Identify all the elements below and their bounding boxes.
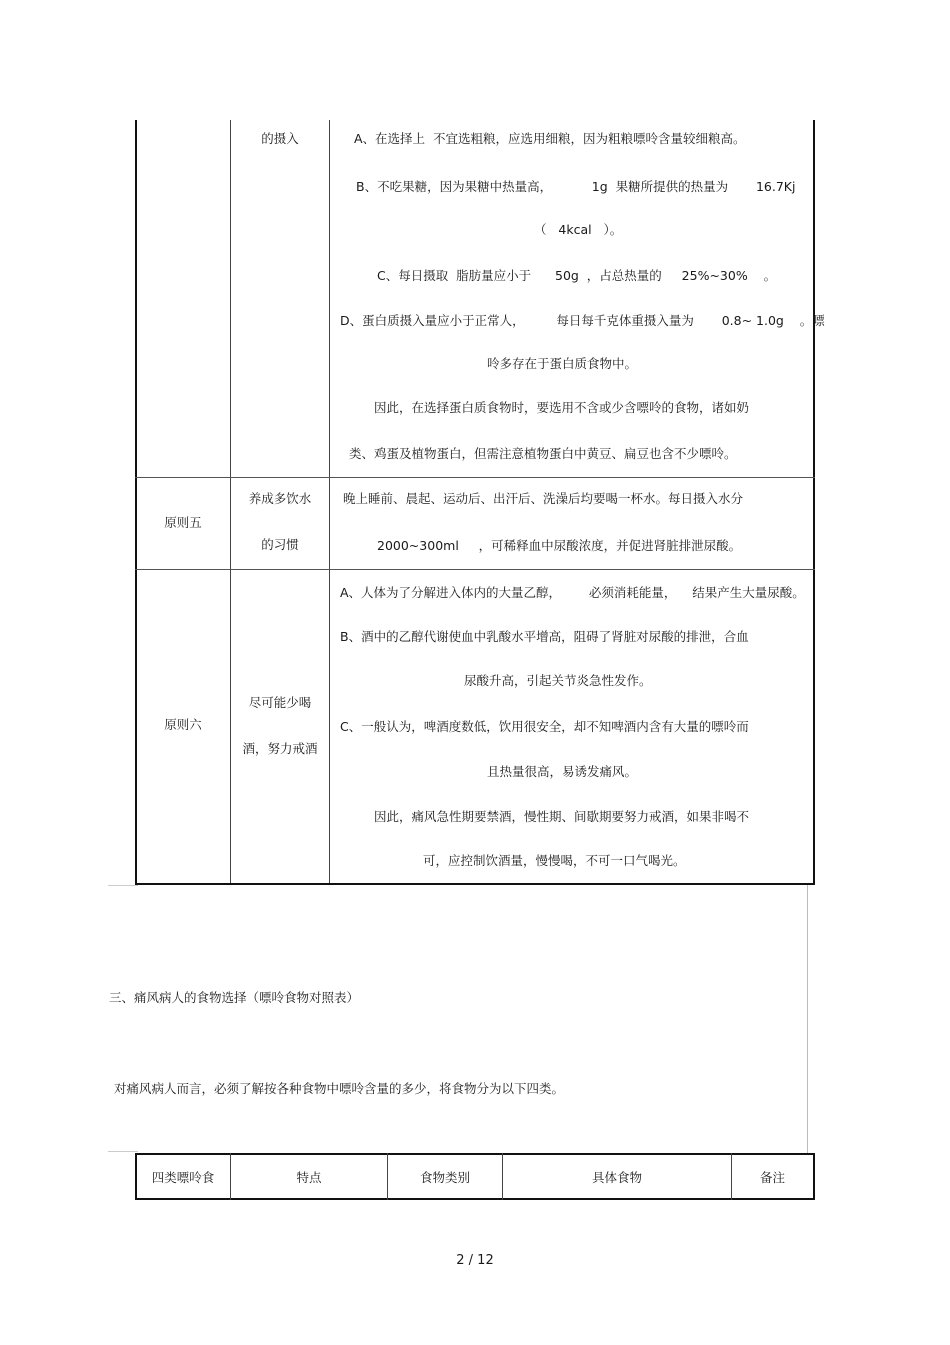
page-frame-line xyxy=(108,885,138,886)
table-divider xyxy=(230,1153,231,1200)
principle-title: 的习惯 xyxy=(261,537,299,552)
table-divider xyxy=(731,1153,732,1200)
table-divider xyxy=(329,120,330,885)
table-border-bottom xyxy=(135,883,815,885)
column-header: 备注 xyxy=(759,1170,785,1185)
table-border-right xyxy=(813,1153,815,1200)
page-frame-line xyxy=(807,885,808,1153)
content-line: 类、鸡蛋及植物蛋白，但需注意植物蛋白中黄豆、扁豆也含不少嘌呤。 xyxy=(349,446,737,461)
content-line: A、人体为了分解进入体内的大量乙醇， 必须消耗能量， 结果产生大量尿酸。 xyxy=(340,585,805,600)
intro-paragraph: 对痛风病人而言，必须了解按各种食物中嘌呤含量的多少，将食物分为以下四类。 xyxy=(114,1081,565,1096)
column-header: 四类嘌呤食 xyxy=(151,1170,215,1185)
row-divider xyxy=(135,569,815,570)
content-line: 尿酸升高，引起关节炎急性发作。 xyxy=(464,673,652,688)
content-line: 2000~300ml ，可稀释血中尿酸浓度，并促进肾脏排泄尿酸。 xyxy=(377,538,742,553)
content-line: C、每日摄取 脂肪量应小于 50g ，占总热量的 25%~30% 。 xyxy=(377,268,777,283)
column-header: 具体食物 xyxy=(591,1170,642,1185)
content-line: （ 4kcal ）。 xyxy=(534,222,623,237)
table-border-bottom xyxy=(135,1198,815,1200)
content-line: D、蛋白质摄入量应小于正常人， 每日每千克体重摄入量为 0.8~ 1.0g 。嘌 xyxy=(340,313,825,328)
content-line: C、一般认为，啤酒度数低，饮用很安全，却不知啤酒内含有大量的嘌呤而 xyxy=(340,719,749,734)
principle-title: 酒，努力戒酒 xyxy=(242,741,318,756)
table-divider xyxy=(387,1153,388,1200)
table-divider xyxy=(230,120,231,885)
section-heading: 三、痛风病人的食物选择（嘌呤食物对照表） xyxy=(109,990,360,1005)
content-line: 呤多存在于蛋白质食物中。 xyxy=(487,356,638,371)
table-divider xyxy=(502,1153,503,1200)
column-header: 特点 xyxy=(296,1170,322,1185)
content-line: B、酒中的乙醇代谢使血中乳酸水平增高，阻碍了肾脏对尿酸的排泄，合血 xyxy=(340,629,749,644)
principle-name: 原则五 xyxy=(164,515,202,530)
principle-title: 尽可能少喝 xyxy=(248,695,312,710)
table-border-right xyxy=(813,120,815,885)
page-frame-line xyxy=(108,1151,138,1152)
content-line: 晚上睡前、晨起、运动后、出汗后、洗澡后均要喝一杯水。每日摄入水分 xyxy=(343,491,744,506)
content-line: A、在选择上 不宜选粗粮，应选用细粮，因为粗粮嘌呤含量较细粮高。 xyxy=(354,131,746,146)
principle-name: 原则六 xyxy=(164,717,202,732)
row-divider xyxy=(135,477,815,478)
page-number: 2 / 12 xyxy=(456,1253,494,1268)
principle-title: 的摄入 xyxy=(261,131,299,146)
content-line: B、不吃果糖，因为果糖中热量高， 1g 果糖所提供的热量为 16.7Kj xyxy=(356,179,796,194)
column-header: 食物类别 xyxy=(419,1170,470,1185)
content-line: 可，应控制饮酒量，慢慢喝，不可一口气喝光。 xyxy=(423,853,686,868)
table-border-left xyxy=(135,120,137,885)
content-line: 因此，痛风急性期要禁酒，慢性期、间歇期要努力戒酒，如果非喝不 xyxy=(374,809,750,824)
content-line: 且热量很高，易诱发痛风。 xyxy=(487,764,638,779)
principle-title: 养成多饮水 xyxy=(248,491,312,506)
table-border-top xyxy=(135,1153,815,1155)
content-line: 因此，在选择蛋白质食物时，要选用不含或少含嘌呤的食物，诸如奶 xyxy=(374,400,750,415)
